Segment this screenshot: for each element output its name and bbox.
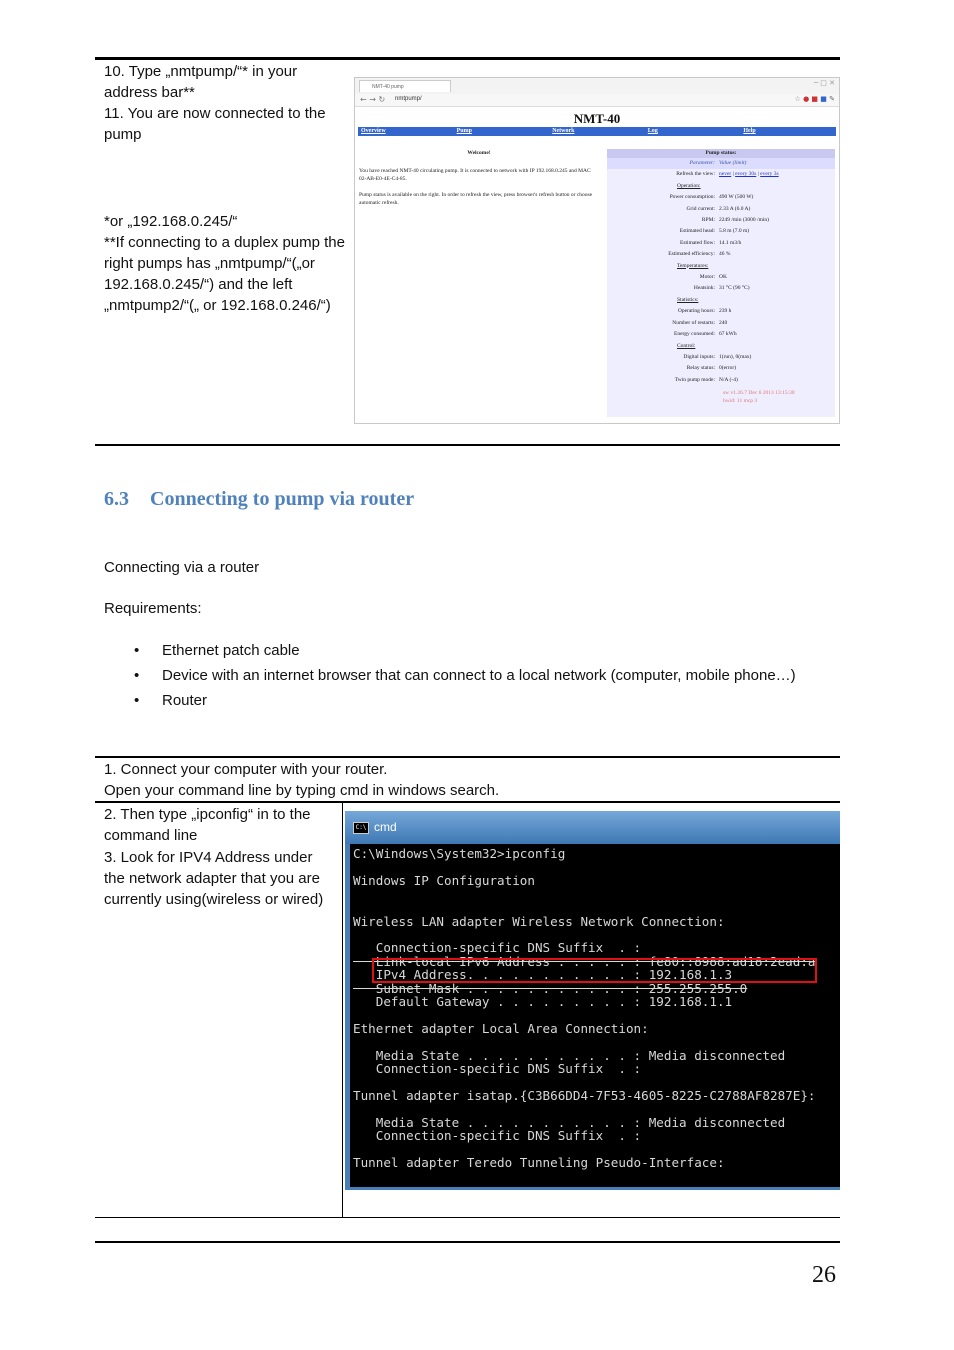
hardware-id: hwid: 11 mcp 3 — [723, 398, 758, 405]
section-title: Connecting to pump via router — [150, 488, 415, 510]
section-number: 6.3 — [104, 488, 129, 510]
status-row: Grid current: 2.33 A (6.0 A) — [686, 205, 751, 212]
refresh-30s-link: every 30s — [735, 171, 757, 178]
console-line: Default Gateway . . . . . . . . . : 192.168.1.1 — [353, 994, 733, 1009]
welcome-paragraph-2: Pump status is available on the right. In order to refresh the view, press browser's refresh button or choose automatic refresh. — [359, 192, 593, 206]
console-line: Ethernet adapter Local Area Connection: — [353, 1021, 649, 1036]
console-line: Subnet Mask . . . . . . . . . . . : 255.255.255.0 — [353, 981, 748, 996]
requirements-list — [104, 638, 804, 713]
cmd-window — [345, 811, 840, 1190]
nav-overview: Overview — [361, 128, 386, 134]
status-row: Digital inputs: 1(run), 0(max) — [683, 353, 752, 360]
cmd-console — [350, 844, 840, 1187]
nav-log: Log — [647, 128, 658, 134]
window-controls-icon: ─ □ ✕ — [813, 79, 835, 87]
browser-tab-bar — [355, 78, 839, 94]
step-1-line-2: Open your command line by typing cmd in windows search. — [104, 782, 500, 799]
back-forward-reload-icon: ← → ↻ — [360, 95, 386, 104]
console-line: Tunnel adapter isatap.{C3B66DD4-7F53-4605-8225-C2788AF8287E}: — [353, 1088, 816, 1103]
welcome-paragraph-1: You have reached NMT-40 circulating pump. It is connected to network with IP 192.168.0.245 and MAC 02-AB-E0-4E-C4-85. — [359, 168, 591, 182]
requirements-label: Requirements: — [104, 600, 202, 617]
pump-nav-bar — [358, 127, 836, 136]
firmware-version: sw v1.26.7 Dec 6 2013 13:15:38 — [723, 390, 795, 397]
intro-text: Connecting via a router — [104, 559, 260, 576]
step1-bottom-rule — [95, 801, 840, 803]
browser-screenshot — [354, 77, 840, 424]
pump-status-panel — [607, 149, 835, 417]
status-row: Estimated efficiency: 46 % — [668, 251, 731, 258]
footer-rule — [95, 1241, 840, 1243]
address-bar — [355, 94, 839, 107]
status-header-row: Parameter: Value (limit) — [607, 158, 835, 169]
console-line: Connection-specific DNS Suffix . : — [353, 1128, 642, 1143]
refresh-never-link: never — [719, 171, 732, 178]
cmd-title: cmd — [374, 820, 397, 834]
console-line: Media State . . . . . . . . . . . : Media disconnected — [353, 1048, 786, 1063]
step-10-text: 10. Type „nmtpump/“* in your address bar** — [104, 63, 298, 101]
console-line: Connection-specific DNS Suffix . : — [353, 940, 642, 955]
section-heading — [104, 488, 414, 511]
footnote-ip: *or „192.168.0.245/“ — [104, 213, 238, 230]
status-row: Heatsink: 31 °C (90 °C) — [693, 285, 750, 292]
console-line: Windows IP Configuration — [353, 873, 535, 888]
bottom-table-rule — [95, 1217, 840, 1218]
status-row: Relay status: 0(error) — [686, 365, 737, 372]
step-1-line-1: 1. Connect your computer with your router. — [104, 761, 388, 778]
column-divider — [342, 803, 343, 1218]
status-row: Estimated head: 5.8 m (7.0 m) — [679, 228, 750, 235]
status-row: Operating hours: 239 h — [677, 308, 732, 315]
statistics-section: Statistics: — [677, 296, 699, 303]
cmd-icon: C:\ — [353, 822, 369, 834]
refresh-3s-link: every 3s — [760, 171, 779, 178]
console-line-ipv4: IPv4 Address. . . . . . . . . . . : 192.168.1.3 — [353, 967, 733, 982]
console-line: Wireless LAN adapter Wireless Network Connection: — [353, 914, 725, 929]
console-line: Media State . . . . . . . . . . . : Media disconnected — [353, 1115, 786, 1130]
control-section: Control: — [677, 342, 696, 349]
welcome-column — [359, 149, 599, 215]
status-row: Motor: OK — [699, 274, 727, 281]
status-row: Power consumption: 490 W (500 W) — [669, 194, 754, 201]
step1-top-rule — [95, 756, 840, 758]
status-row: Energy consumed: 67 kWh — [674, 331, 737, 338]
status-row: RPM: 2249 /min (3000 /min) — [701, 217, 769, 224]
nav-help: Help — [743, 128, 756, 134]
nav-network: Network — [552, 128, 575, 134]
temperatures-section: Temperatures: — [677, 262, 709, 269]
step-11-text: 11. You are now connected to the pump — [104, 105, 326, 143]
console-line: C:\Windows\System32>ipconfig — [353, 846, 566, 861]
console-line: Connection-specific DNS Suffix . : — [353, 1061, 642, 1076]
console-line: Tunnel adapter Teredo Tunneling Pseudo-Interface: — [353, 1155, 725, 1170]
browser-tab: NMT-40 pump — [359, 80, 451, 92]
pump-page-title: NMT-40 — [573, 111, 621, 126]
operation-section: Operation: — [677, 182, 701, 189]
url-text: nmtpump/ — [395, 96, 422, 102]
status-row: Twin pump mode: N/A (-4) — [674, 376, 738, 383]
step-3-text: 3. Look for IPV4 Address under the network adapter that you are currently using(wireless or wired) — [104, 849, 324, 908]
console-line: Link-local IPv6 Address . . . . . : fe80::8988:ad18:2ead:a — [353, 954, 816, 969]
list-item: • Router — [104, 688, 804, 713]
step-2-text: 2. Then type „ipconfig“ in to the command line — [104, 806, 311, 844]
ipv4-highlight-box — [372, 958, 817, 983]
page-number: 26 — [812, 1262, 836, 1288]
list-item: • Ethernet patch cable — [104, 638, 804, 663]
extension-icons: ☆ ● ■ ■ ✎ — [794, 95, 835, 103]
status-row: Estimated flow: 14.1 m3/h — [680, 239, 742, 246]
status-row: Number of restarts: 240 — [672, 319, 728, 326]
top-table-rule — [95, 57, 840, 60]
cmd-title-bar — [345, 811, 840, 844]
pump-status-heading: Pump status: — [607, 149, 835, 158]
refresh-row: Refresh the view: never | every 30s | every 3s — [676, 171, 779, 178]
list-item: • Device with an internet browser that can connect to a local network (computer, mobile phone…) — [104, 663, 804, 688]
top-table-bottom-rule — [95, 444, 840, 446]
nav-pump: Pump — [456, 128, 472, 134]
footnote-duplex: **If connecting to a duplex pump the right pumps has „nmtpump/“(„or 192.168.0.245/“) and the left „nmtpump2/“(„ or 192.168.0.246/“) — [104, 234, 345, 314]
welcome-heading: Welcome! — [467, 150, 491, 156]
